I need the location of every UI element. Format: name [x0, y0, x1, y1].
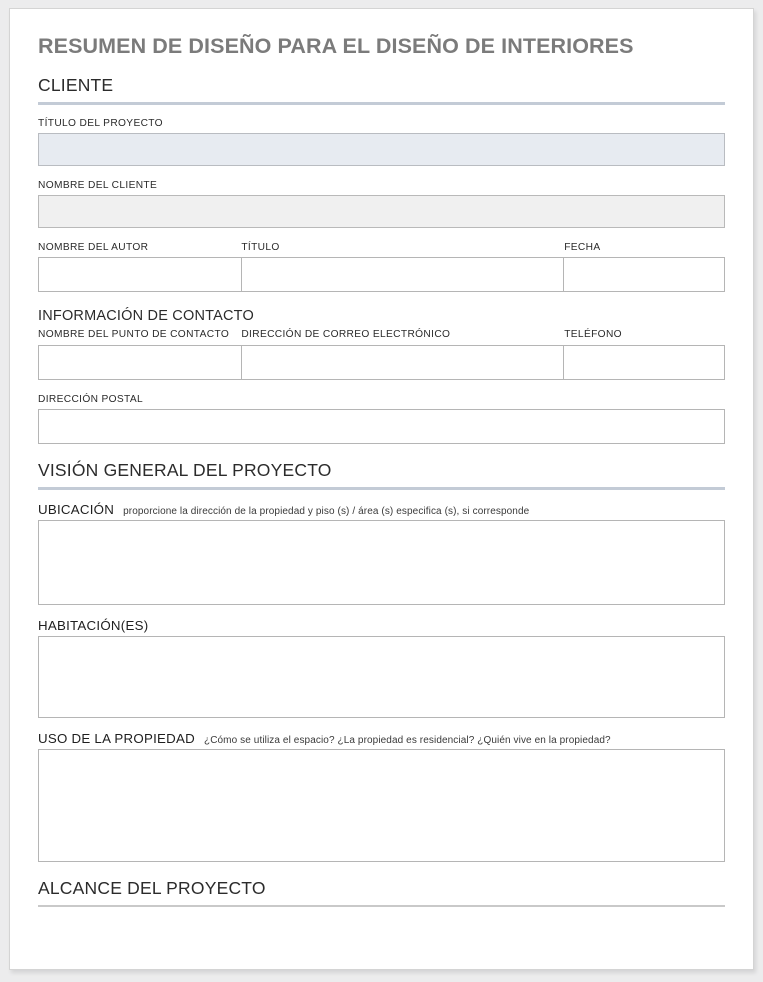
email-input[interactable] — [242, 346, 564, 379]
label-row-contact — [38, 328, 725, 344]
section-heading-cliente-label: CLIENTE — [38, 74, 114, 95]
section-heading-cliente — [38, 75, 733, 100]
spacer — [30, 718, 733, 731]
spacer — [30, 380, 733, 393]
spacer — [30, 228, 733, 241]
rooms-label: HABITACIÓN(ES) — [38, 617, 149, 633]
contact-point-input[interactable] — [39, 346, 242, 379]
subsection-heading-contact: INFORMACIÓN DE CONTACTO — [38, 308, 254, 325]
location-hint: proporcione la dirección de la propiedad y piso (s) / área (s) especifica (s), si corresponde — [123, 505, 530, 517]
section-rule-cliente — [38, 102, 725, 105]
location-textarea[interactable] — [38, 520, 725, 605]
date-input[interactable] — [564, 258, 724, 291]
phone-label: TELÉFONO — [564, 329, 622, 341]
contact-row — [38, 345, 725, 380]
label-row-client-name — [38, 179, 725, 195]
section-heading-scope-label: ALCANCE DEL PROYECTO — [38, 877, 266, 898]
title-input[interactable] — [242, 258, 564, 291]
date-label: FECHA — [564, 242, 601, 254]
client-name-label: NOMBRE DEL CLIENTE — [38, 179, 158, 191]
contact-point-label: NOMBRE DEL PUNTO DE CONTACTO — [38, 329, 230, 341]
property-use-label: USO DE LA PROPIEDAD — [38, 730, 195, 746]
spacer — [30, 444, 733, 460]
author-row — [38, 257, 725, 292]
document-page — [9, 8, 754, 970]
property-use-hint: ¿Cómo se utiliza el espacio? ¿La propiedad es residencial? ¿Quién vive en la propiedad? — [203, 734, 611, 746]
property-use-textarea[interactable] — [38, 749, 725, 862]
document-body — [10, 9, 753, 907]
label-row-project-title — [38, 117, 725, 133]
section-rule-scope — [38, 905, 725, 907]
title-label: TÍTULO — [241, 242, 280, 254]
location-label: UBICACIÓN — [38, 501, 115, 517]
page-title: RESUMEN DE DISEÑO PARA EL DISEÑO DE INTERIORES — [38, 34, 634, 58]
spacer — [30, 166, 733, 179]
rooms-textarea[interactable] — [38, 636, 725, 718]
label-row-location — [38, 502, 725, 517]
spacer — [30, 605, 733, 618]
project-title-label: TÍTULO DEL PROYECTO — [38, 117, 163, 129]
phone-input[interactable] — [564, 346, 724, 379]
section-heading-scope — [38, 878, 733, 903]
label-row-mailing-address — [38, 393, 725, 409]
section-heading-overview-label: VISIÓN GENERAL DEL PROYECTO — [38, 459, 332, 480]
author-name-label: NOMBRE DEL AUTOR — [38, 242, 149, 254]
email-label: DIRECCIÓN DE CORREO ELECTRÓNICO — [241, 329, 451, 341]
label-row-property-use — [38, 731, 725, 746]
client-name-input[interactable] — [38, 195, 725, 228]
mailing-address-label: DIRECCIÓN POSTAL — [38, 393, 144, 405]
label-row-rooms — [38, 618, 725, 633]
project-title-input[interactable] — [38, 133, 725, 166]
author-name-input[interactable] — [39, 258, 242, 291]
spacer — [30, 862, 733, 878]
section-heading-overview — [38, 460, 733, 485]
label-row-author — [38, 241, 725, 257]
section-rule-overview — [38, 487, 725, 490]
mailing-address-input[interactable] — [38, 409, 725, 444]
